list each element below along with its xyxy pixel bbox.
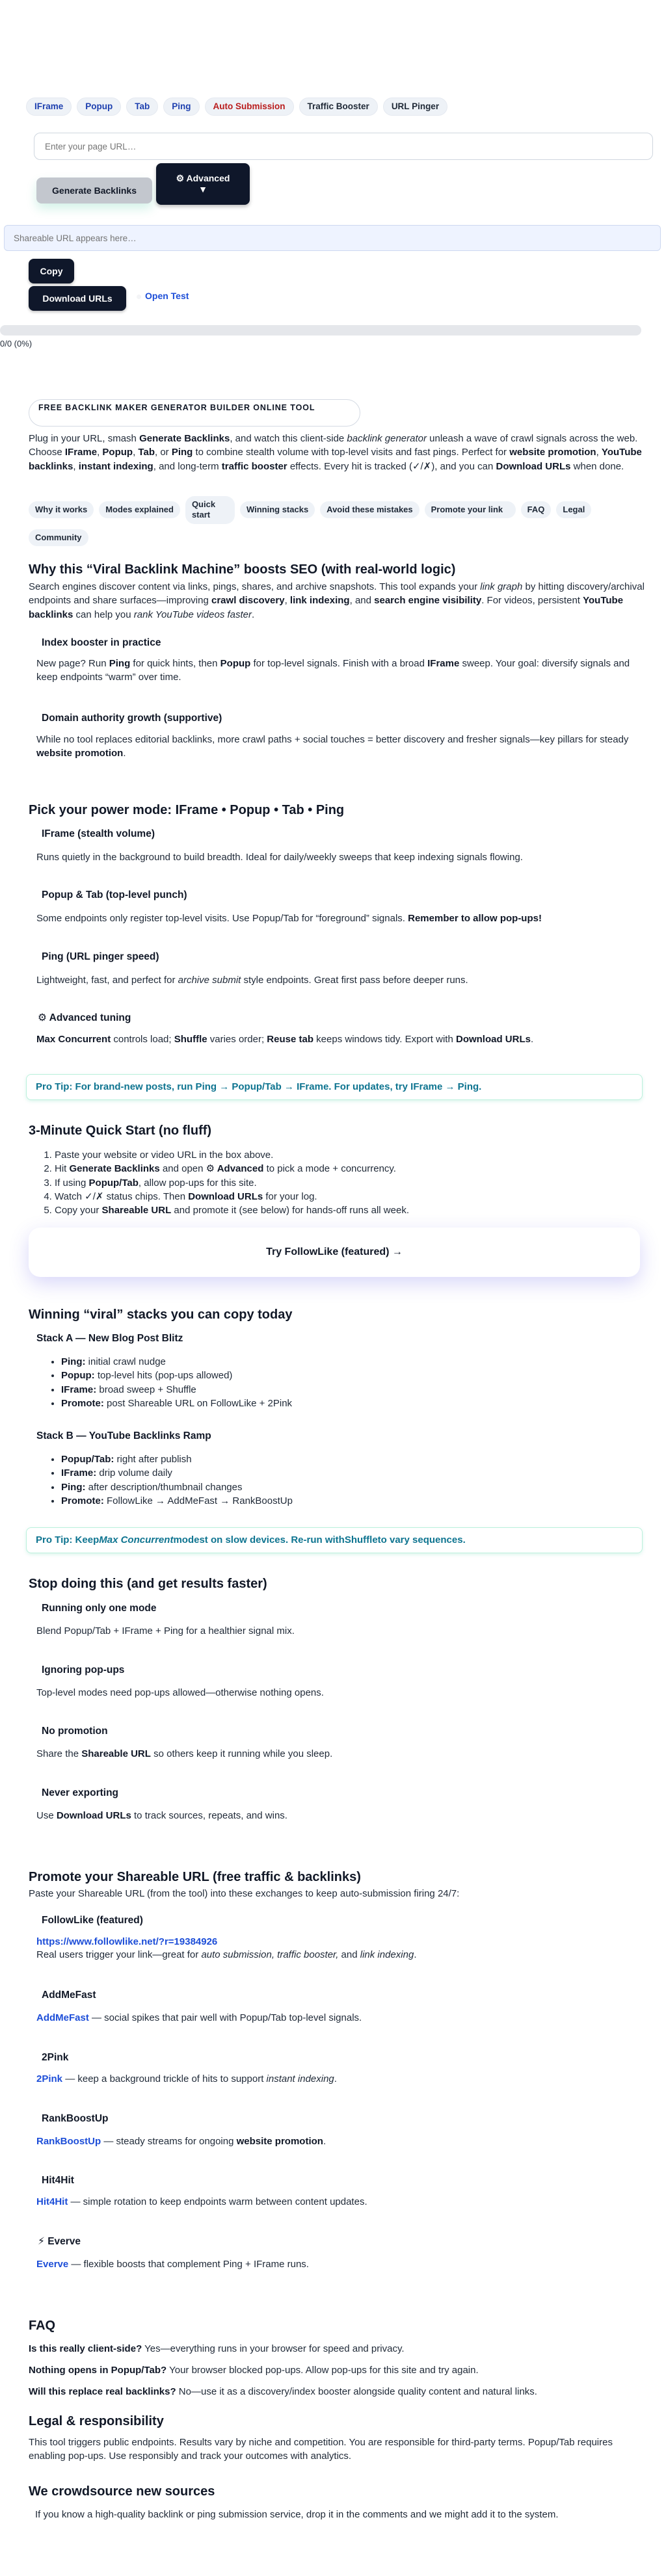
followlike-paragraph: Real users trigger your link—great for auto submission, traffic booster, and link indexing.: [36, 1949, 417, 1960]
mistake-paragraph: Blend Popup/Tab + IFrame + Ping for a healthier signal mix.: [36, 1625, 295, 1636]
section-nav: [29, 496, 614, 546]
quick-step: 2. Hit Generate Backlinks and open ⚙ Advanced to pick a mode + concurrency.: [55, 1162, 409, 1176]
quick-step: 3. If using Popup/Tab, allow pop-ups for this site.: [55, 1176, 409, 1190]
quick-step: 5. Copy your Shareable URL and promote it (see below) for hands-off runs all week.: [55, 1203, 409, 1217]
mode-tabs: [26, 98, 447, 116]
mistake-paragraph: Share the Shareable URL so others keep it running while you sleep.: [36, 1748, 333, 1759]
promote-followlike-heading: FollowLike (featured): [42, 1915, 143, 1926]
2pink-paragraph: 2Pink — keep a background trickle of hits to support instant indexing.: [36, 2073, 337, 2084]
addmefast-paragraph: AddMeFast — social spikes that pair well with Popup/Tab top-level signals.: [36, 2012, 362, 2023]
shareable-url-input[interactable]: [4, 225, 661, 251]
nav-modes[interactable]: Modes explained: [99, 501, 180, 518]
iframe-mode-paragraph: Runs quietly in the background to build breadth. Ideal for daily/weekly sweeps that keep indexing signals flowing.: [36, 852, 523, 863]
stack-item: • Promote: post Shareable URL on FollowLike + 2Pink: [61, 1397, 292, 1410]
quick-start-list: [55, 1148, 409, 1217]
popup-tab-paragraph: Some endpoints only register top-level visits. Use Popup/Tab for “foreground” signals. Remember to allow pop-ups!: [36, 913, 542, 924]
advanced-tuning-paragraph: Max Concurrent controls load; Shuffle varies order; Reuse tab keeps windows tidy. Export with Download URLs.: [36, 1034, 534, 1045]
faq-item: Nothing opens in Popup/Tab? Your browser blocked pop-ups. Allow pop-ups for this site and try again.: [29, 2365, 479, 2376]
rankboostup-link[interactable]: RankBoostUp: [36, 2136, 101, 2147]
hit4hit-paragraph: Hit4Hit — simple rotation to keep endpoints warm between content updates.: [36, 2196, 367, 2207]
community-heading: We crowdsource new sources: [29, 2484, 215, 2499]
mistake-paragraph: Use Download URLs to track sources, repeats, and wins.: [36, 1810, 287, 1821]
page-title-pill: FREE BACKLINK MAKER GENERATOR BUILDER ONLINE TOOL: [29, 399, 360, 427]
2pink-link[interactable]: 2Pink: [36, 2073, 63, 2084]
advanced-button[interactable]: [156, 163, 250, 205]
stack-item: • Popup: top-level hits (pop-ups allowed): [61, 1369, 292, 1382]
index-booster-paragraph: New page? Run Ping for quick hints, then Popup for top-level signals. Finish with a broad IFrame sweep. Your goal: diversify signals and keep endpoints “warm” over time.: [36, 658, 630, 683]
stack-item: • Ping: after description/thumbnail changes: [61, 1480, 293, 1494]
tab-url-pinger[interactable]: URL Pinger: [383, 98, 447, 116]
community-paragraph: If you know a high-quality backlink or ping submission service, drop it in the comments and we might add it to the system.: [35, 2509, 559, 2520]
stack-item: • Ping: initial crawl nudge: [61, 1355, 292, 1369]
stack-item: • Promote: FollowLike → AddMeFast → RankBoostUp: [61, 1494, 293, 1508]
stack-item: • Popup/Tab: right after publish: [61, 1452, 293, 1466]
download-urls-button[interactable]: Download URLs: [29, 286, 126, 311]
quick-start-heading: 3-Minute Quick Start (no fluff): [29, 1124, 212, 1138]
url-input[interactable]: [34, 133, 653, 160]
mistake-heading: Ignoring pop-ups: [42, 1664, 125, 1676]
everve-link[interactable]: Everve: [36, 2259, 69, 2270]
progress-bar-top: [0, 325, 641, 335]
legal-paragraph: This tool triggers public endpoints. Results vary by niche and competition. You are responsible for third-party terms. Popup/Tab requires enabling pop-ups. Use responsibly and track your outcomes with analytics.: [29, 2437, 613, 2462]
followlike-link[interactable]: https://www.followlike.net/?r=19384926: [36, 1936, 218, 1947]
promote-intro: Paste your Shareable URL (from the tool) into these exchanges to keep auto-submission firing 24/7:: [29, 1888, 460, 1899]
nav-quick-start[interactable]: Quick start: [185, 496, 235, 524]
progress-bar-bottom: [0, 339, 641, 350]
stack-b-list: [61, 1452, 293, 1508]
mistakes-heading: Stop doing this (and get results faster): [29, 1577, 267, 1591]
mistake-paragraph: Top-level modes need pop-ups allowed—otherwise nothing opens.: [36, 1687, 324, 1698]
promote-2pink-heading: 2Pink: [42, 2052, 69, 2063]
followlike-featured-card[interactable]: Try FollowLike (featured) →: [29, 1228, 640, 1277]
stack-a-heading: Stack A — New Blog Post Blitz: [36, 1333, 183, 1344]
faq-heading: FAQ: [29, 2319, 56, 2333]
promote-rankboostup-heading: RankBoostUp: [42, 2113, 109, 2124]
stack-item: • IFrame: broad sweep + Shuffle: [61, 1383, 292, 1397]
nav-community[interactable]: Community: [29, 529, 88, 546]
domain-authority-heading: Domain authority growth (supportive): [42, 713, 222, 724]
ping-mode-paragraph: Lightweight, fast, and perfect for archive submit style endpoints. Great first pass before deeper runs.: [36, 975, 468, 986]
why-paragraph: Search engines discover content via links, pings, shares, and archive snapshots. This tool expands your link graph by hitting discovery/archival endpoints and share surfaces—improving crawl discovery, link indexing, and search engine visibility. For videos, persistent YouTube backlinks can help you rank YouTube videos faster.: [29, 581, 645, 620]
stack-b-heading: Stack B — YouTube Backlinks Ramp: [36, 1430, 211, 1441]
generate-backlinks-button[interactable]: Generate Backlinks: [36, 177, 152, 204]
stack-a-list: [61, 1355, 292, 1410]
promote-heading: Promote your Shareable URL (free traffic & backlinks): [29, 1870, 361, 1884]
intro-paragraph: Plug in your URL, smash Generate Backlinks, and watch this client-side backlink generator unleash a wave of crawl signals across the web. Choose IFrame, Popup, Tab, or Ping to combine stealth volume with top-level visits and fast pings. Perfect for website promotion, YouTube backlinks, instant indexing, and long-term traffic booster effects. Every hit is tracked (✓/✗), and you can Download URLs when done.: [29, 433, 642, 472]
nav-faq[interactable]: FAQ: [521, 501, 552, 518]
everve-paragraph: Everve — flexible boosts that complement Ping + IFrame runs.: [36, 2259, 309, 2270]
addmefast-link[interactable]: AddMeFast: [36, 2012, 89, 2023]
tab-traffic-booster[interactable]: Traffic Booster: [299, 98, 378, 116]
promote-everve-heading: ⚡ Everve: [38, 2236, 81, 2247]
domain-authority-paragraph: While no tool replaces editorial backlinks, more crawl paths + social touches = better discovery and fresher signals—key pillars for steady website promotion.: [36, 734, 629, 759]
rankboostup-paragraph: RankBoostUp — steady streams for ongoing website promotion.: [36, 2136, 326, 2147]
pro-tip-stacks: Pro Tip: Keep Max Concurrent modest on slow devices. Re-run with Shuffle to vary sequences.: [26, 1527, 643, 1553]
index-booster-heading: Index booster in practice: [42, 637, 161, 648]
nav-why[interactable]: Why it works: [29, 501, 94, 518]
tab-ping[interactable]: Ping: [163, 98, 199, 116]
hit4hit-link[interactable]: Hit4Hit: [36, 2196, 68, 2207]
advanced-tuning-heading: ⚙ Advanced tuning: [38, 1012, 131, 1023]
chevron-down-icon: ▼: [198, 184, 207, 194]
stacks-heading: Winning “viral” stacks you can copy today: [29, 1308, 293, 1322]
quick-step: 4. Watch ✓/✗ status chips. Then Download URLs for your log.: [55, 1190, 409, 1203]
nav-legal[interactable]: Legal: [556, 501, 591, 518]
open-test-link[interactable]: Open Test: [137, 290, 189, 303]
quick-step: 1. Paste your website or video URL in the box above.: [55, 1148, 409, 1162]
faq-item: Is this really client-side? Yes—everything runs in your browser for speed and privacy.: [29, 2343, 405, 2354]
iframe-mode-heading: IFrame (stealth volume): [42, 828, 155, 839]
mistake-heading: Never exporting: [42, 1787, 119, 1798]
pro-tip-modes: Pro Tip: For brand-new posts, run Ping → Popup/Tab → IFrame. For updates, try IFrame → Ping.: [26, 1074, 643, 1100]
copy-button[interactable]: Copy: [29, 259, 74, 283]
progress-text: 0/0 (0%): [0, 339, 33, 348]
promote-hit4hit-heading: Hit4Hit: [42, 2175, 74, 2186]
nav-promote[interactable]: Promote your link: [425, 501, 516, 518]
legal-heading: Legal & responsibility: [29, 2414, 164, 2428]
mistake-heading: Running only one mode: [42, 1603, 157, 1614]
ping-mode-heading: Ping (URL pinger speed): [42, 951, 159, 962]
tab-tab[interactable]: Tab: [126, 98, 158, 116]
tab-auto-submission[interactable]: Auto Submission: [205, 98, 294, 116]
mistake-heading: No promotion: [42, 1726, 108, 1737]
modes-heading: Pick your power mode: IFrame • Popup • Tab • Ping: [29, 803, 345, 817]
why-heading: Why this “Viral Backlink Machine” boosts SEO (with real-world logic): [29, 562, 456, 577]
nav-mistakes[interactable]: Avoid these mistakes: [320, 501, 419, 518]
nav-stacks[interactable]: Winning stacks: [240, 501, 315, 518]
advanced-label: ⚙ Advanced: [176, 172, 230, 183]
tab-popup[interactable]: Popup: [77, 98, 121, 116]
stack-item: • IFrame: drip volume daily: [61, 1466, 293, 1480]
popup-tab-heading: Popup & Tab (top-level punch): [42, 889, 187, 900]
promote-addmefast-heading: AddMeFast: [42, 1990, 96, 2001]
faq-item: Will this replace real backlinks? No—use it as a discovery/index booster alongside quality content and natural links.: [29, 2386, 537, 2397]
tab-iframe[interactable]: IFrame: [26, 98, 72, 116]
